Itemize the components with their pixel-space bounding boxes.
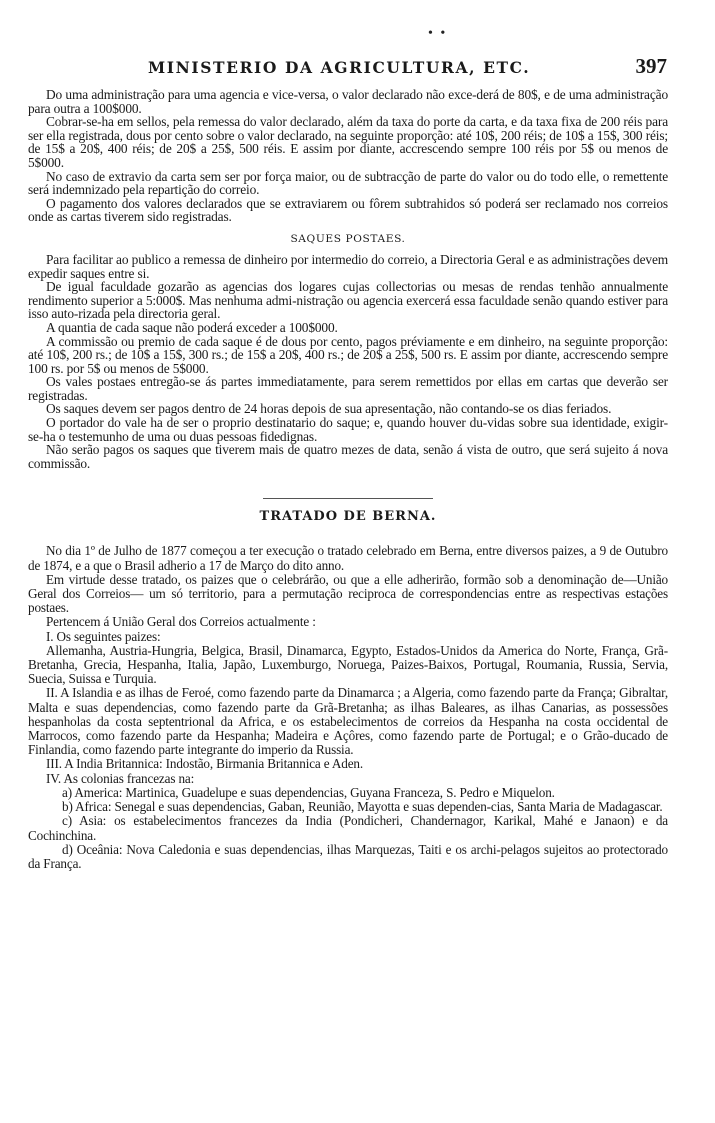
paragraph: De igual faculdade gozarão as agencias dos logares cujas collectorias ou mesas de rendas tenhão annualmente rendimento superior a 5:000$. Mas nenhuma admi-nistração ou agencia exercerá essa faculdade senão quando estiver para isso auto-rizada pela directoria geral. bbox=[28, 279, 668, 322]
registered-values-section bbox=[28, 88, 668, 224]
paragraph: Os vales postaes entregão-se ás partes immediatamente, para serem remettidos por ellas em cartas que deverão ser registradas. bbox=[28, 374, 668, 403]
paragraph: Allemanha, Austria-Hungria, Belgica, Brasil, Dinamarca, Egypto, Estados-Unidos da America do Norte, França, Grã-Bretanha, Grecia, Hespanha, Italia, Japão, Luxemburgo, Noruega, Paizes-Baixos, Portugal, Roumania, Russia, Servia, Suecia, Suissa e Turquia. bbox=[28, 642, 668, 687]
paragraph: Para facilitar ao publico a remessa de dinheiro por intermedio do correio, a Directoria Geral e as administrações devem expedir saques entre si. bbox=[28, 251, 668, 281]
list-item: c) Asia: os estabelecimentos francezes da India (Pondicheri, Chandernagor, Karikal, Mahé e Janaon) e da Cochinchina. bbox=[28, 813, 668, 843]
page-body bbox=[28, 88, 668, 871]
paragraph: IV. As colonias francezas na: bbox=[46, 770, 195, 786]
paragraph: III. A India Britannica: Indostão, Birmania Britannica e Aden. bbox=[46, 756, 363, 772]
paragraph: Os saques devem ser pagos dentro de 24 horas depois de sua apresentação, não contando-se os dias feriados. bbox=[46, 401, 612, 417]
treaty-section bbox=[28, 544, 668, 871]
paragraph: No dia 1º de Julho de 1877 começou a ter execução o tratado celebrado em Berna, entre diversos paizes, a 9 de Outubro de 1874, e a que o Brasil adherio a 17 de Março do dito anno. bbox=[28, 543, 668, 573]
paragraph: O portador do vale ha de ser o proprio destinatario do saque; e, quando houver du-vidas sobre sua identidade, exigir-se-ha o testemunho de uma ou duas pessoas fidedignas. bbox=[28, 415, 668, 444]
treaty-title: TRATADO DE BERNA. bbox=[259, 509, 437, 525]
paragraph: O pagamento dos valores declarados que se extraviarem ou fôrem subtrahidos só poderá ser reclamado nos correios onde as cartas tiverem sido registradas. bbox=[28, 195, 668, 225]
section-divider bbox=[263, 498, 433, 499]
paragraph: II. A Islandia e as ilhas de Feroé, como fazendo parte da Dinamarca ; a Algeria, como fazendo parte da França; Gibraltar, Malta e suas dependencias, como fazendo parte da Grã-Bretanha; as ilhas Baleares, as ilhas Canarias, as possessões hespanholas da costa septentrional da Africa, e os estabelecimentos de correios da Hespanha na costa occidental de Marrocos, como fazendo parte da Hespanha; Madeira e Açôres, como fazendo parte de Portugal; e o Grão-ducado de Finlandia, como fazendo parte integrante do imperio da Russia. bbox=[28, 685, 668, 758]
top-ornament: • • bbox=[428, 26, 448, 41]
paragraph: Não serão pagos os saques que tiverem mais de quatro mezes de data, senão á vista de outro, que será sujeito á nova commissão. bbox=[28, 442, 668, 471]
paragraph: A quantia de cada saque não poderá exceder a 100$000. bbox=[46, 319, 338, 335]
paragraph: A commissão ou premio de cada saque é de dous por cento, pagos préviamente e em dinheiro, na seguinte proporção: até 10$, 200 rs.; de 10$ a 15$, 300 rs.; de 15$ a 20$, 400 rs.; de 20$ a 25$, 500 rs. E assim por diante, accrescendo sempre 100 rs. por 5$ ou menos de 5$000. bbox=[28, 333, 668, 376]
paragraph: Do uma administração para uma agencia e vice-versa, o valor declarado não exce-derá de 80$, e de uma administração para outra a 100$000. bbox=[28, 87, 668, 116]
paragraph: I. Os seguintes paizes: bbox=[46, 628, 161, 644]
page-number: 397 bbox=[635, 54, 667, 78]
paragraph: Cobrar-se-ha em sellos, pela remessa do valor declarado, além da taxa do porte da carta, e da taxa fixa de 200 réis para ser ella registrada, dous por cento sobre o valor declarado, na seguinte proporção: até 10$, 200 réis; de 10$ a 15$, 300 réis; de 15$ a 20$, 400 réis; de 20$ a 25$, 500 réis. E assim por diante, accrescendo sempre 100 réis por 5$ ou menos de 5$000. bbox=[28, 114, 668, 170]
paragraph: No caso de extravio da carta sem ser por força maior, ou de subtracção de parte do valor ou do todo elle, o remettente será indemnizado pela repartição do correio. bbox=[28, 168, 668, 198]
section-heading: SAQUES POSTAES. bbox=[290, 232, 406, 245]
list-item: a) America: Martinica, Guadelupe e suas dependencias, Guyana Franceza, S. Pedro e Miquelon. bbox=[62, 784, 555, 800]
list-item: d) Oceânia: Nova Caledonia e suas dependencias, ilhas Marquezas, Taiti e os archi-pelagos sujeitos ao protectorado da França. bbox=[28, 841, 668, 871]
list-item: b) Africa: Senegal e suas dependencias, Gaban, Reunião, Mayotta e suas dependen-cias, Santa Maria de Madagascar. bbox=[62, 799, 663, 815]
running-head: MINISTERIO DA AGRICULTURA, ETC. bbox=[148, 58, 531, 77]
postal-orders-section bbox=[28, 253, 668, 471]
paragraph: Pertencem á União Geral dos Correios actualmente : bbox=[46, 614, 316, 630]
page-header bbox=[60, 54, 675, 82]
paragraph: Em virtude desse tratado, os paizes que o celebrárão, ou que a elle adherirão, formão sob a denominação de—União Geral dos Correios— um só territorio, para a permutação reciproca de correspondencias entre as respectivas estações postaes. bbox=[28, 571, 668, 616]
